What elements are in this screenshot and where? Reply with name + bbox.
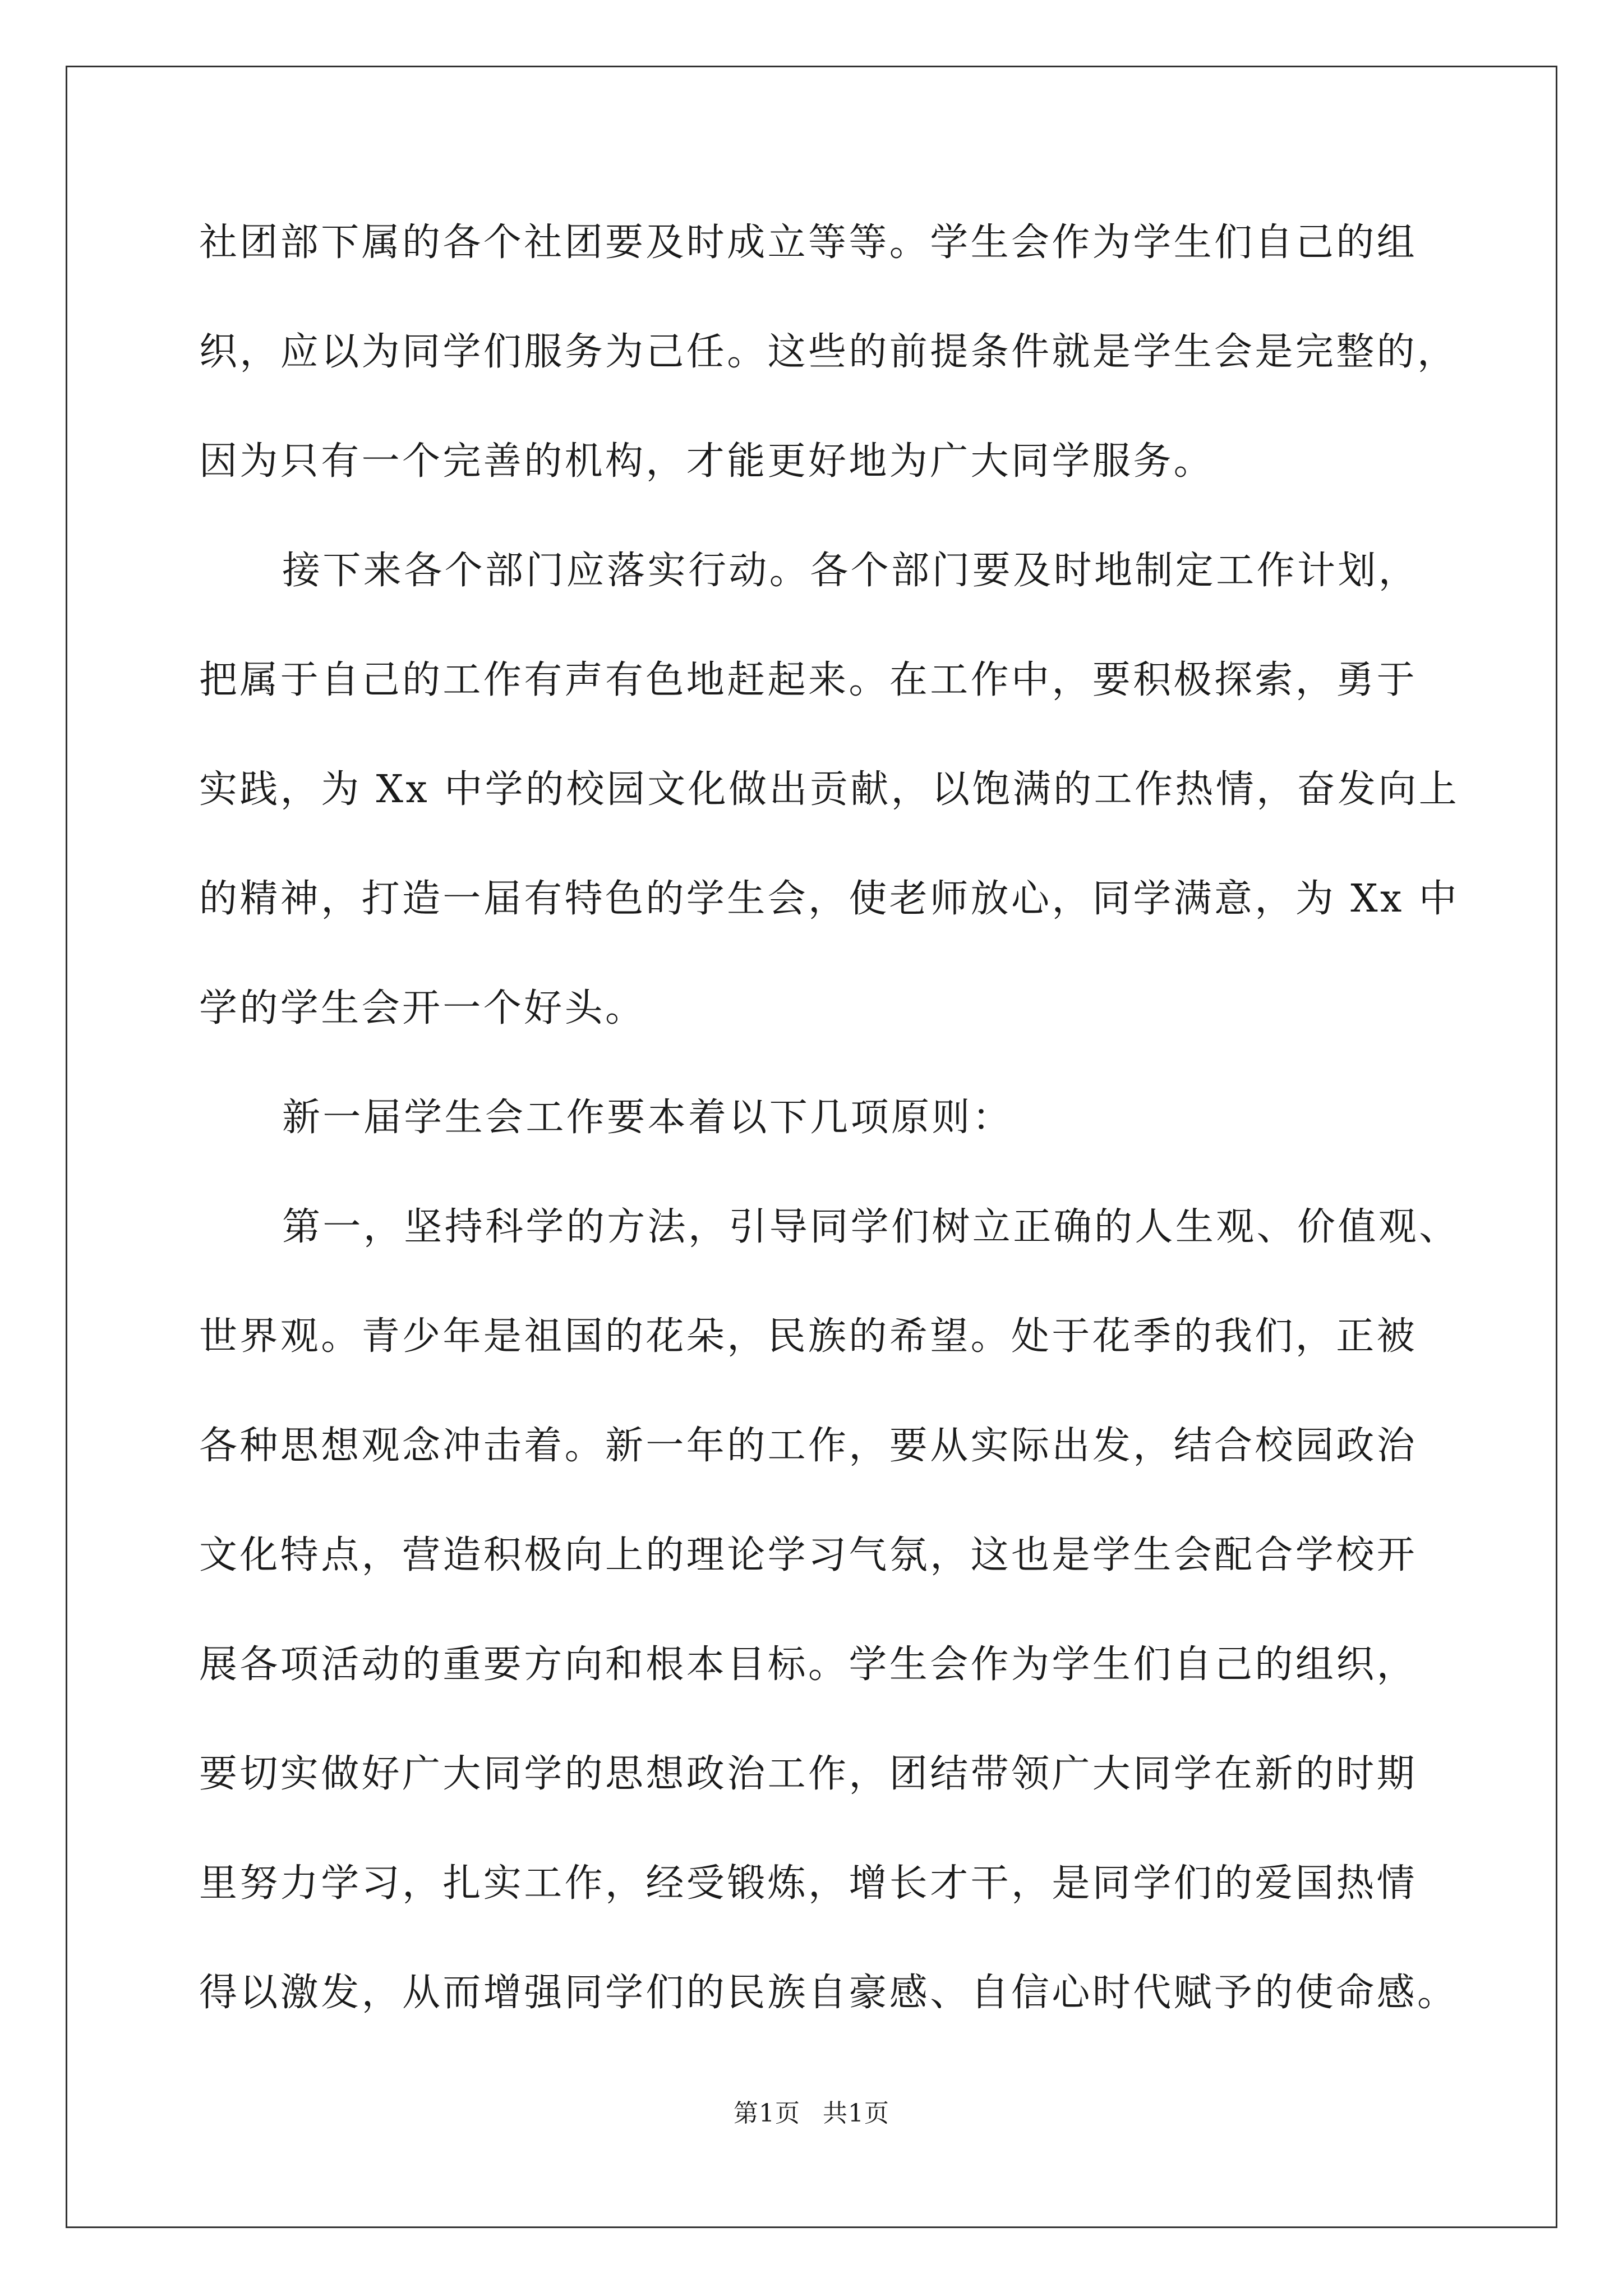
paragraph-line: 里努力学习，扎实工作，经受锻炼，增长才干，是同学们的爱国热情 (199, 1861, 1418, 1906)
paragraph-line: 世界观。青少年是祖国的花朵，民族的希望。处于花季的我们，正被 (199, 1314, 1418, 1359)
paragraph-line: 要切实做好广大同学的思想政治工作，团结带领广大同学在新的时期 (199, 1752, 1418, 1796)
paragraph-line: 把属于自己的工作有声有色地赶起来。在工作中，要积极探索，勇于 (199, 658, 1418, 702)
paragraph-line: 第一，坚持科学的方法，引导同学们树立正确的人生观、价值观、 (282, 1205, 1460, 1249)
paragraph-line: 实践，为 Xx 中学的校园文化做出贡献，以饱满的工作热情，奋发向上 (199, 767, 1460, 812)
paragraph-line: 学的学生会开一个好头。 (199, 986, 646, 1030)
paragraph-line: 各种思想观念冲击着。新一年的工作，要从实际出发，结合校园政治 (199, 1424, 1418, 1468)
paragraph-line: 接下来各个部门应落实行动。各个部门要及时地制定工作计划， (282, 549, 1419, 593)
page-footer (0, 2097, 1623, 2131)
paragraph-line: 新一届学生会工作要本着以下几项原则： (282, 1096, 1013, 1140)
paragraph-line: 因为只有一个完善的机构，才能更好地为广大同学服务。 (199, 439, 1215, 484)
page-total: 共1页 (823, 2099, 889, 2128)
paragraph-line: 展各项活动的重要方向和根本目标。学生会作为学生们自己的组织， (199, 1642, 1418, 1687)
page-number: 第1页 (734, 2099, 800, 2128)
paragraph-line: 得以激发，从而增强同学们的民族自豪感、自信心时代赋予的使命感。 (199, 1971, 1458, 2015)
paragraph-line: 社团部下属的各个社团要及时成立等等。学生会作为学生们自己的组 (199, 220, 1418, 265)
paragraph-line: 织，应以为同学们服务为己任。这些的前提条件就是学生会是完整的， (199, 330, 1458, 374)
paragraph-line: 文化特点，营造积极向上的理论学习气氛，这也是学生会配合学校开 (199, 1533, 1418, 1577)
paragraph-line: 的精神，打造一届有特色的学生会，使老师放心，同学满意，为 Xx 中 (199, 877, 1460, 921)
